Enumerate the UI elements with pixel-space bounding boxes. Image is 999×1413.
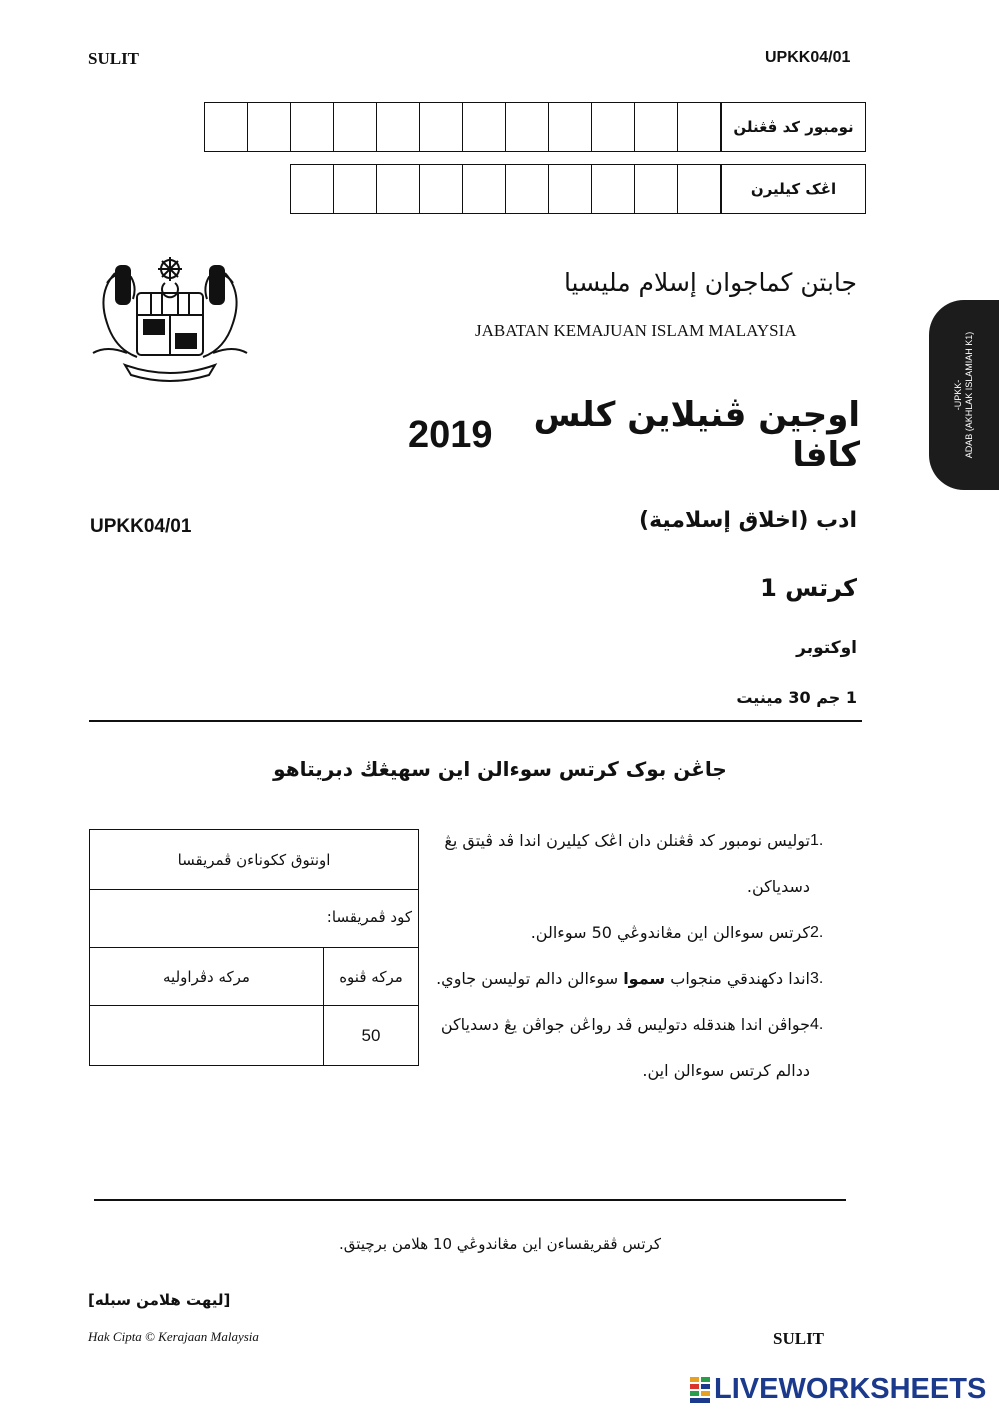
instruction-text: توليس نومبور كد ڤڠنلن دان اڠک کيليرن اندا ڤد ڤيتق يڠ دسدياكن. [444, 831, 810, 896]
examiner-code-field[interactable]: کود ڤمريقسا: [90, 890, 419, 948]
school-number-field[interactable] [290, 164, 866, 214]
instruction-text: اندا دكهندقي منجواب سموا سوءالن دالم توليسن جاوي. [436, 969, 810, 988]
exam-paper: كرتس 1 [760, 574, 857, 602]
exam-year: 2019 [408, 413, 493, 456]
side-tab-line1: -UPKK- [953, 379, 963, 411]
divider-top [89, 720, 862, 722]
instructions-list [433, 818, 838, 1094]
exam-code: UPKK04/01 [90, 516, 192, 537]
candidate-number-field[interactable] [204, 102, 866, 152]
exam-title-jawi: اوجين ڤنيلاين كلس كافا [533, 395, 860, 475]
footer-sulit: SULIT [773, 1329, 825, 1348]
liveworksheets-brand: LIVEWORKSHEETS [714, 1373, 987, 1405]
exam-subject: ادب (اخلاق إسلامية) [639, 508, 857, 533]
instruction-item [433, 910, 838, 956]
header-code: UPKK04/01 [765, 49, 851, 66]
instruction-number: 4. [810, 1016, 824, 1033]
instruction-number: 3. [810, 970, 824, 987]
instruction-item [433, 1002, 838, 1094]
instruction-emphasis: سموا [623, 969, 666, 988]
divider-bottom [94, 1199, 846, 1201]
full-marks-header: مرکه ڤنوه [324, 948, 419, 1006]
instruction-text: كرتس سوءالن اين مڠاندوڠي 50 سوءالن. [530, 923, 810, 942]
candidate-number-label: نومبور كد ڤڠنلن [721, 103, 865, 151]
agency-name-rumi: JABATAN KEMAJUAN ISLAM MALAYSIA [475, 321, 797, 340]
warning-text: جاڠن بوک كرتس سوءالن اين سهيڠڬ دبريتاهو [273, 757, 727, 781]
instruction-number: 2. [810, 924, 824, 941]
instruction-item [433, 956, 838, 1002]
coat-of-arms-logo [85, 253, 255, 383]
marks-table [89, 829, 419, 1066]
school-number-label: اڠک کيليرن [721, 165, 865, 213]
next-page-note: [ليهت هلامن سبله] [88, 1291, 231, 1309]
side-tab-line2: ADAB (AKHLAK ISLAMIAH K1) [964, 331, 974, 459]
liveworksheets-icon [690, 1377, 710, 1403]
exam-duration: 1 جم 30 مينيت [736, 688, 857, 707]
header-sulit: SULIT [88, 49, 140, 68]
full-marks-value: 50 [324, 1006, 419, 1066]
instruction-item [433, 818, 838, 910]
liveworksheets-logo [690, 1373, 986, 1406]
obtained-marks-field[interactable] [90, 1006, 324, 1066]
side-tab [929, 300, 999, 490]
obtained-marks-header: مرکه دڤراوليه [90, 948, 324, 1006]
exam-month: اوكتوبر [796, 638, 857, 658]
instruction-number: 1. [810, 832, 824, 849]
examiner-use-label: اونتوق ككوناءن ڤمريقسا [90, 830, 419, 890]
agency-name-jawi: جابتن كماجوان إسلام مليسيا [563, 268, 857, 297]
pages-note: كرتس ڤقريقساءن اين مڠاندوڠي 10 هلامن برچيتق. [339, 1235, 661, 1253]
exam-title [408, 395, 860, 475]
copyright-text: Hak Cipta © Kerajaan Malaysia [88, 1329, 259, 1344]
instruction-text: جواڤن اندا هندقله دتوليس ڤد رواڠن جواڤن يڠ دسدياكن ددالم كرتس سوءالن اين. [440, 1015, 810, 1080]
